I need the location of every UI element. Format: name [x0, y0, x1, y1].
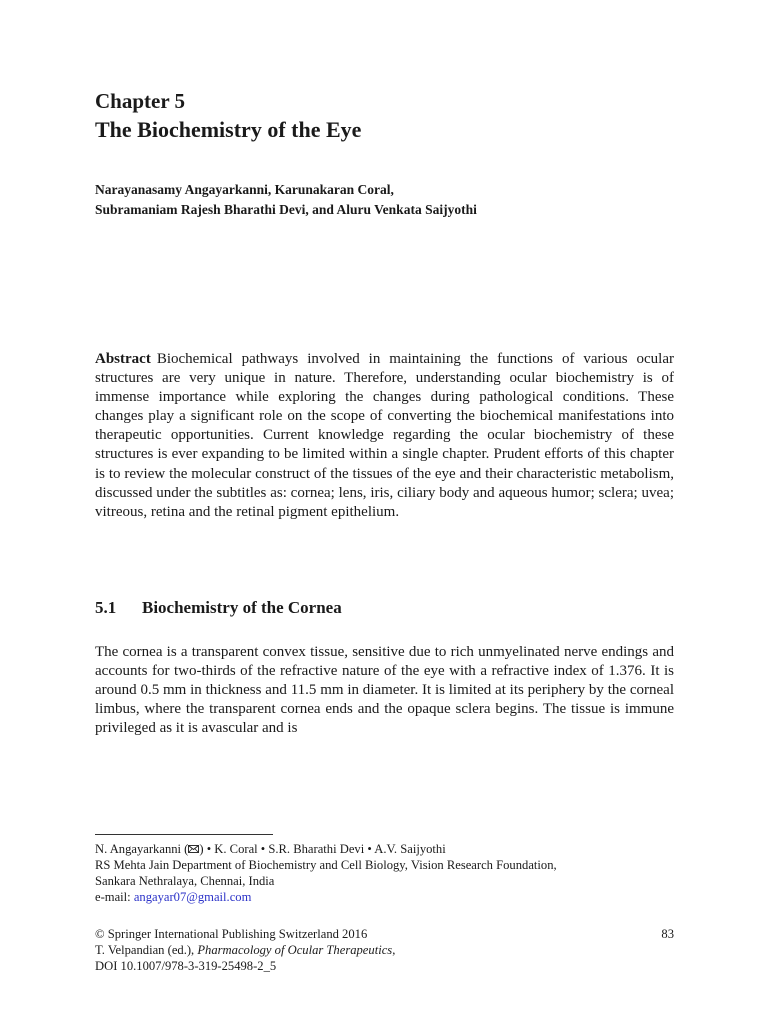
- section-heading: [95, 599, 342, 616]
- abstract-text: Biochemical pathways involved in maintaining the functions of various ocular structures are very unique in nature. Therefore, understanding ocular biochemistry is of immense importance while exploring the changes during pathological conditions. These changes play a significant role on the scope of converting the biochemical manifestations into therapeutic opportunities. Current knowledge regarding the ocular biochemistry of these structures is ever expanding to be limited within a single chapter. Prudent efforts of this chapter is to review the molecular construct of the tissues of the eye and their characteristic metabolism, discussed under the subtitles as: cornea; lens, iris, ciliary body and aqueous humor; sclera; uvea; vitreous, retina and the retinal pigment epithelium.: [95, 351, 674, 520]
- author-footnote: [95, 841, 675, 905]
- book-title: Pharmacology of Ocular Therapeutics: [197, 943, 393, 957]
- author-line: Subramaniam Rajesh Bharathi Devi, and Aluru Venkata Saijyothi: [95, 202, 477, 217]
- chapter-title: The Biochemistry of the Eye: [95, 117, 362, 142]
- chapter-label: Chapter 5: [95, 89, 186, 113]
- section-body-paragraph: The cornea is a transparent convex tissue, sensitive due to rich unmyelinated nerve endings and accounts for two-thirds of the refractive nature of the eye with a refractive index of 1.376. It is around 0.5 mm in thickness and 11.5 mm in diameter. It is limited at its periphery by the corneal limbus, where the transparent cornea ends and the opaque sclera begins. The tissue is immune privileged as it is avascular and is: [95, 644, 674, 737]
- publication-info: [95, 926, 675, 974]
- email-link[interactable]: angayar07@gmail.com: [133, 890, 252, 904]
- coauthors: ) • K. Coral • S.R. Bharathi Devi • A.V. Saijyothi: [199, 842, 446, 856]
- affiliation-line: RS Mehta Jain Department of Biochemistry and Cell Biology, Vision Research Foundation,: [95, 858, 557, 872]
- editor-line: [95, 942, 675, 958]
- copyright-line: © Springer International Publishing Switzerland 2016: [95, 927, 368, 941]
- corresponding-author: N. Angayarkanni (: [95, 842, 189, 856]
- author-line: Narayanasamy Angayarkanni, Karunakaran Coral,: [95, 182, 394, 197]
- author-list: [95, 180, 695, 220]
- section-title: Biochemistry of the Cornea: [142, 598, 342, 617]
- doi-line: DOI 10.1007/978-3-319-25498-2_5: [95, 959, 277, 973]
- email-label: e-mail:: [95, 890, 134, 904]
- abstract-label: Abstract: [95, 351, 151, 367]
- email-line: [95, 889, 675, 905]
- section-number: 5.1: [95, 598, 117, 617]
- affiliation-line: Sankara Nethralaya, Chennai, India: [95, 874, 275, 888]
- footnote-authors-line: [95, 841, 675, 857]
- footnote-divider: [95, 834, 273, 835]
- editor-prefix: T. Velpandian (ed.),: [95, 943, 198, 957]
- editor-suffix: ,: [392, 943, 396, 957]
- abstract: [95, 350, 674, 522]
- page-number: 83: [661, 927, 674, 941]
- envelope-icon: [188, 845, 199, 853]
